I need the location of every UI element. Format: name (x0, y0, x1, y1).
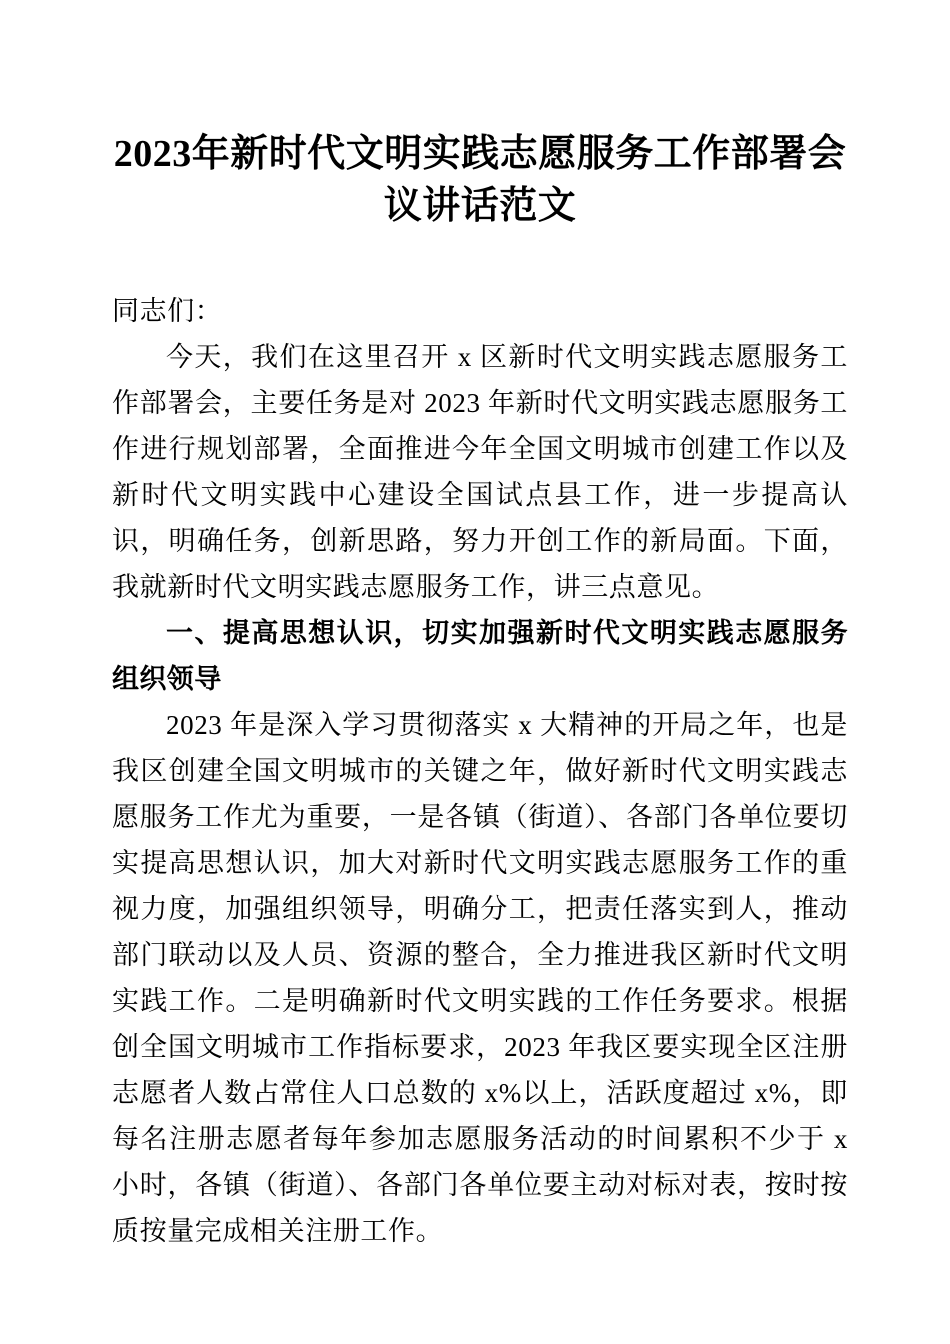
paragraph-section-one-body: 2023 年是深入学习贯彻落实 x 大精神的开局之年，也是我区创建全国文明城市的关键之年，做好新时代文明实践志愿服务工作尤为重要，一是各镇（街道）、各部门各单位要切实提高思想认识，加大对新时代文明实践志愿服务工作的重视力度，加强组织领导，明确分工，把责任落实到人，推动部门联动以及人员、资源的整合，全力推进我区新时代文明实践工作。二是明确新时代文明实践的工作任务要求。根据创全国文明城市工作指标要求，2023 年我区要实现全区注册志愿者人数占常住人口总数的 x%以上，活跃度超过 x%，即每名注册志愿者每年参加志愿服务活动的时间累积不少于 x 小时，各镇（街道）、各部门各单位要主动对标对表，按时按质按量完成相关注册工作。 (112, 710, 848, 1246)
salutation: 同志们： (112, 296, 223, 326)
page-title: 2023年新时代文明实践志愿服务工作部署会议讲话范文 (113, 133, 847, 227)
paragraph-opening: 今天，我们在这里召开 x 区新时代文明实践志愿服务工作部署会，主要任务是对 2023 年新时代文明实践志愿服务工作进行规划部署，全面推进今年全国文明城市创建工作以及新时代文明实践中心建设全国试点县工作，进一步提高认识，明确任务，创新思路，努力开创工作的新局面。下面，我就新时代文明实践志愿服务工作，讲三点意见。 (112, 342, 848, 602)
document-content (112, 0, 848, 1254)
section-heading-one: 一、提高思想认识，切实加强新时代文明实践志愿服务组织领导 (112, 618, 848, 694)
